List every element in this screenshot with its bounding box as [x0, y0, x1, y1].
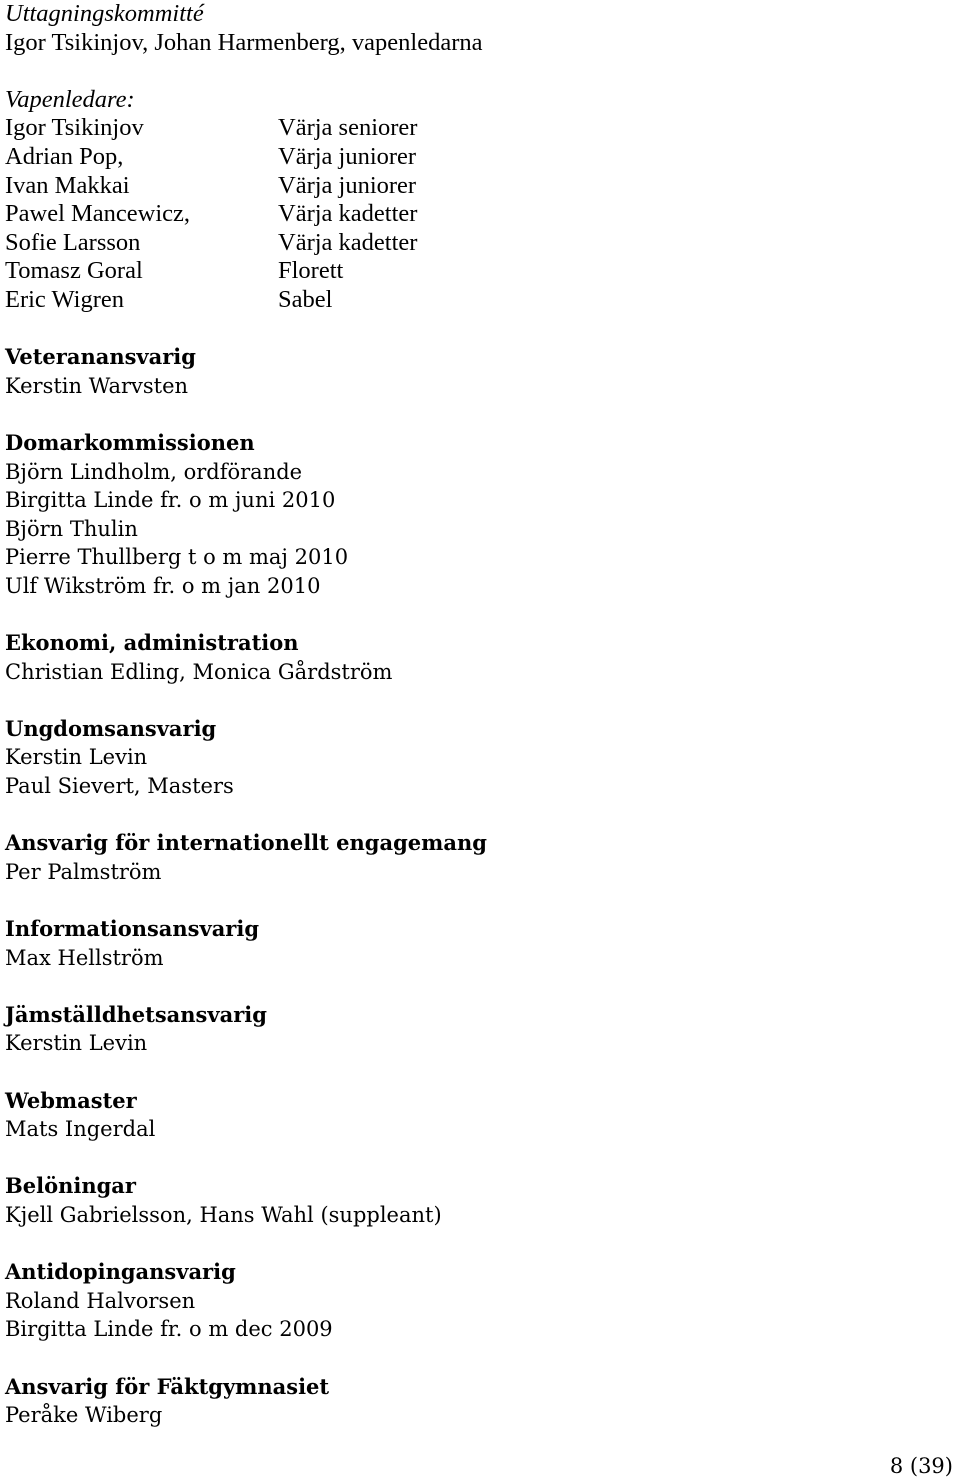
vapenledare-weapon: Värja juniorer — [278, 171, 417, 199]
vapenledare-name: Pawel Mancewicz, — [5, 200, 191, 228]
section-heading: Ansvarig för Fäktgymnasiet — [5, 1373, 330, 1399]
section-line: Kerstin Levin — [5, 1031, 148, 1056]
vapenledare-name: Sofie Larsson — [5, 228, 141, 256]
section-line: Pierre Thullberg t o m maj 2010 — [5, 545, 349, 570]
section-heading: Webmaster — [5, 1087, 137, 1113]
vapenledare-row — [5, 172, 955, 201]
section-heading: Veteranansvarig — [5, 344, 196, 370]
uttagning-heading: Uttagningskommitté — [5, 0, 204, 27]
vapenledare-weapon: Värja kadetter — [278, 228, 418, 256]
vapenledare-name: Tomasz Goral — [5, 257, 143, 285]
section-line: Per Palmström — [5, 859, 162, 884]
section-line: Paul Sievert, Masters — [5, 774, 234, 799]
section-heading: Belöningar — [5, 1173, 136, 1199]
vapenledare-weapon: Sabel — [278, 285, 333, 313]
vapenledare-weapon: Florett — [278, 257, 344, 285]
spacer — [5, 1344, 955, 1373]
vapenledare-name: Eric Wigren — [5, 285, 124, 313]
section-line: Björn Lindholm, ordförande — [5, 459, 303, 484]
vapenledare-weapon: Värja seniorer — [278, 114, 418, 142]
spacer — [5, 57, 955, 86]
section-line: Max Hellström — [5, 945, 164, 970]
section-heading: Antidopingansvarig — [5, 1259, 236, 1285]
section-line: Kerstin Warvsten — [5, 373, 189, 398]
spacer — [5, 1144, 955, 1173]
page-number: 8 (39) — [889, 1454, 953, 1478]
section-line: Birgitta Linde fr. o m dec 2009 — [5, 1317, 333, 1342]
spacer — [5, 315, 955, 344]
vapenledare-weapon: Värja kadetter — [278, 200, 418, 228]
vapenledare-name: Igor Tsikinjov — [5, 114, 144, 142]
section-heading: Domarkommissionen — [5, 429, 255, 455]
spacer — [5, 801, 955, 830]
vapenledare-list — [5, 114, 955, 314]
vapenledare-row — [5, 257, 955, 286]
section-line: Roland Halvorsen — [5, 1288, 196, 1313]
spacer — [5, 600, 955, 629]
section-heading: Ekonomi, administration — [5, 630, 299, 656]
section-heading: Ungdomsansvarig — [5, 715, 217, 741]
spacer — [5, 686, 955, 715]
section-heading: Informationsansvarig — [5, 916, 260, 941]
spacer — [5, 1058, 955, 1087]
section-line: Kjell Gabrielsson, Hans Wahl (suppleant) — [5, 1202, 442, 1227]
vapenledare-name: Adrian Pop, — [5, 142, 124, 170]
section-line: Christian Edling, Monica Gårdström — [5, 659, 393, 684]
section-heading: Jämställdhetsansvarig — [5, 1001, 267, 1027]
uttagning-members: Igor Tsikinjov, Johan Harmenberg, vapenledarna — [5, 28, 483, 56]
vapenledare-row — [5, 229, 955, 258]
vapenledare-row — [5, 114, 955, 143]
spacer — [5, 1230, 955, 1259]
vapenledare-row — [5, 143, 955, 172]
section-line: Björn Thulin — [5, 516, 138, 541]
section-line: Kerstin Levin — [5, 745, 148, 770]
spacer — [5, 886, 955, 915]
vapenledare-row — [5, 200, 955, 229]
section-line: Peråke Wiberg — [5, 1403, 163, 1428]
vapenledare-heading: Vapenledare: — [5, 85, 135, 113]
section-line: Ulf Wikström fr. o m jan 2010 — [5, 573, 321, 598]
spacer — [5, 400, 955, 429]
section-line: Birgitta Linde fr. o m juni 2010 — [5, 488, 336, 513]
document-page — [5, 0, 955, 1430]
vapenledare-weapon: Värja juniorer — [278, 142, 417, 170]
spacer — [5, 972, 955, 1001]
vapenledare-name: Ivan Makkai — [5, 171, 130, 199]
section-line: Mats Ingerdal — [5, 1117, 156, 1142]
vapenledare-row — [5, 286, 955, 315]
section-heading: Ansvarig för internationellt engagemang — [5, 830, 487, 856]
